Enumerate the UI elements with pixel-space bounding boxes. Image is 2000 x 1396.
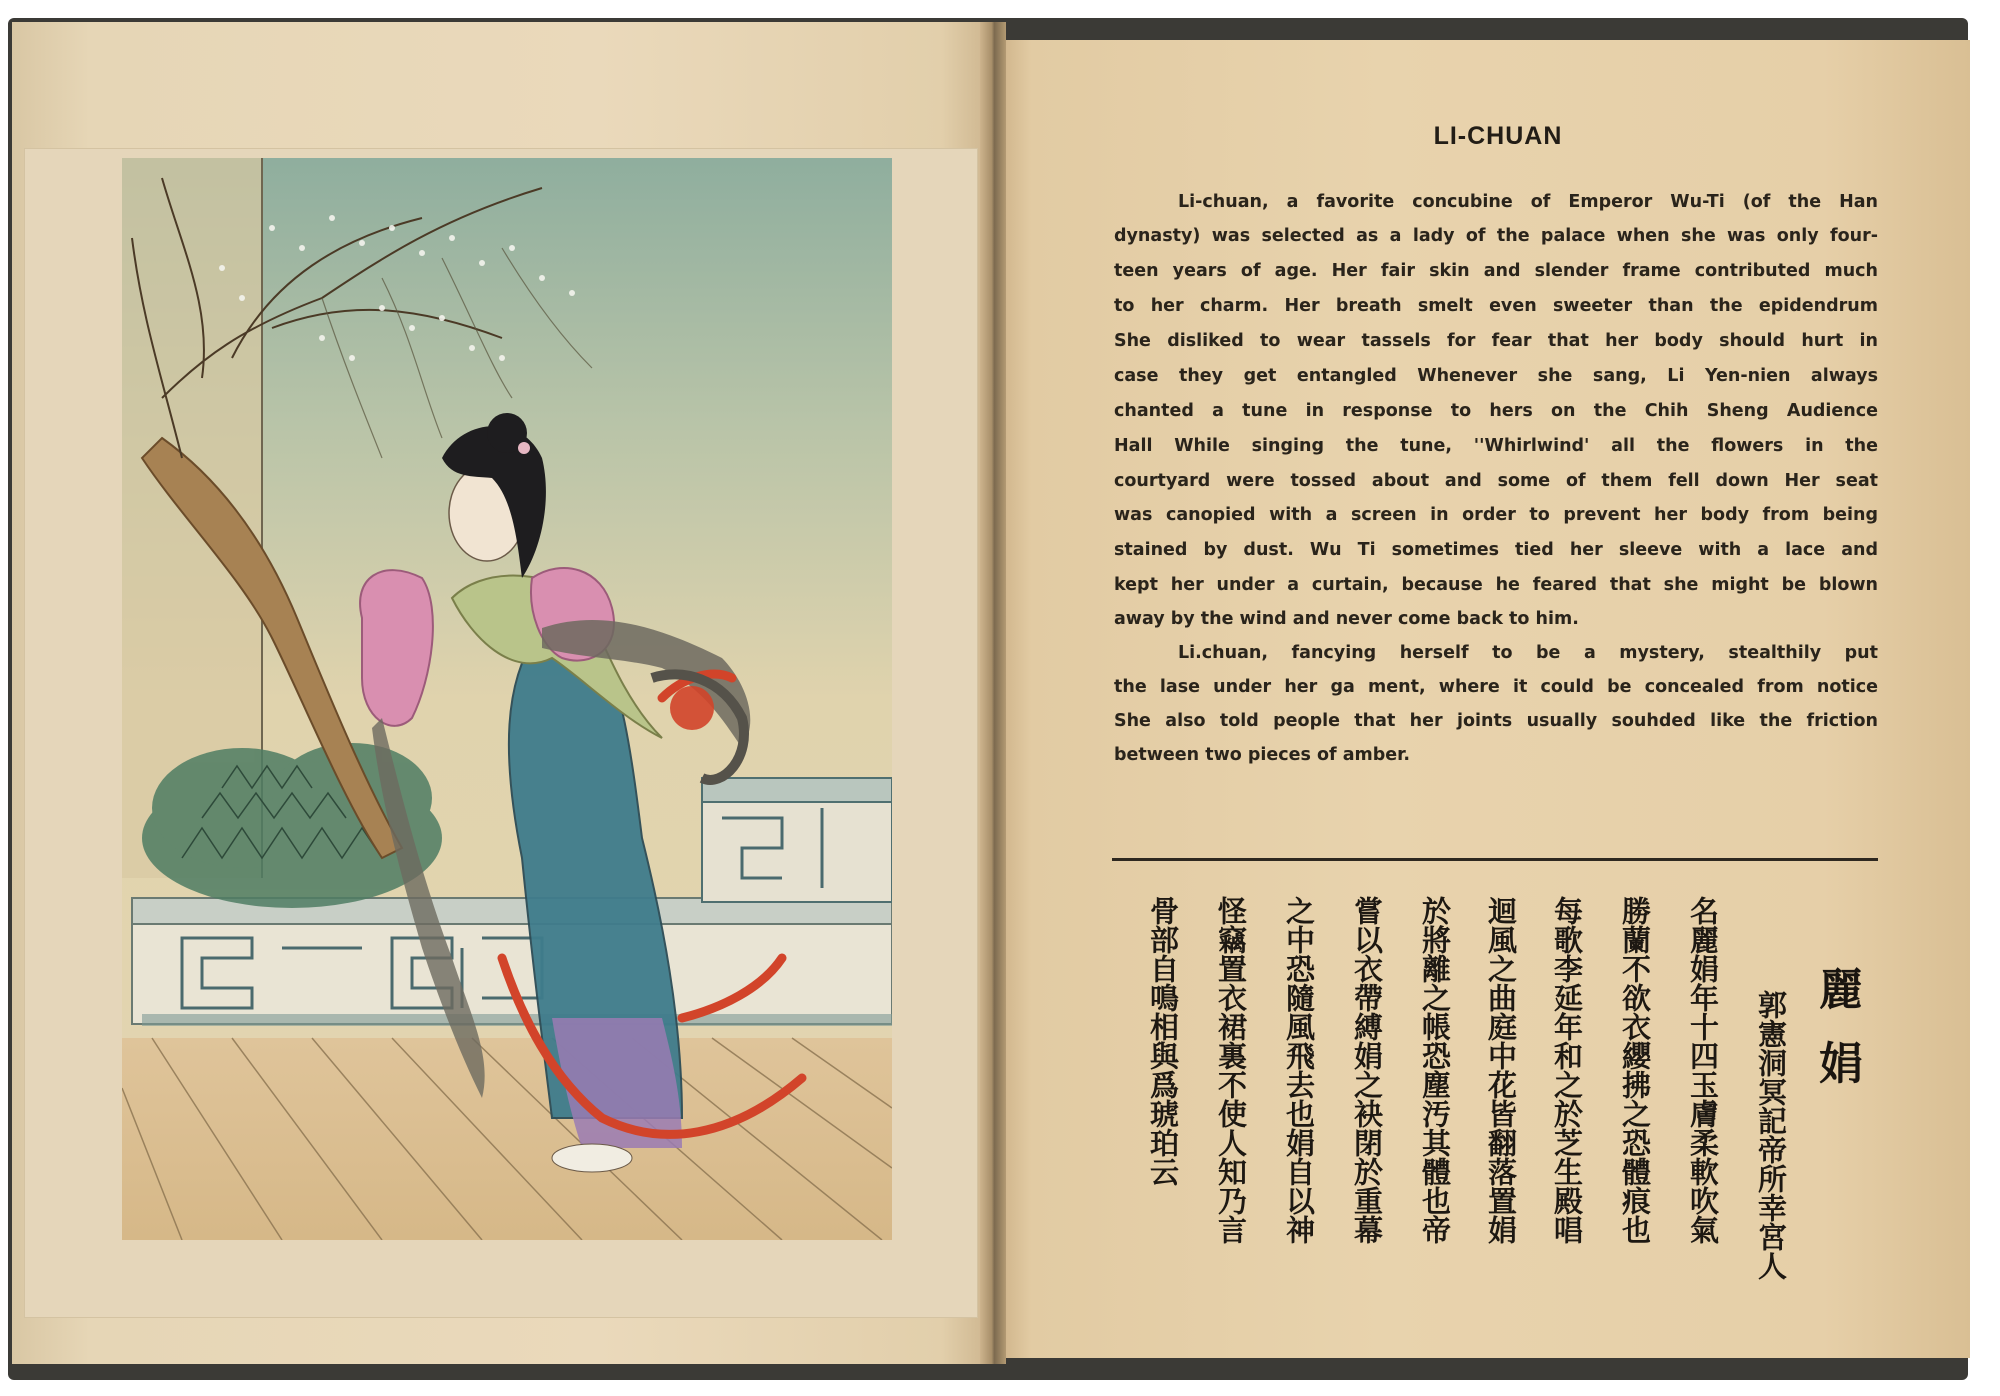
chinese-column-2: 名麗娟年十四玉膚柔軟吹氣 (1686, 896, 1720, 1244)
english-line-8: Hall While singing the tune, ''Whirlwind' all the flowers in the (1114, 436, 1878, 456)
chinese-column-1: 郭憲洞冥記帝所幸宮人 (1754, 990, 1788, 1280)
chinese-column-10: 骨部自鳴相與爲琥珀云 (1146, 896, 1180, 1186)
chinese-column-6: 於將離之帳恐塵汚其體也帝 (1418, 896, 1452, 1244)
english-line-5: She disliked to wear tassels for fear that her body should hurt in (1114, 331, 1878, 351)
chinese-column-3: 勝蘭不欲衣纓拂之恐體痕也 (1618, 896, 1652, 1244)
english-line-7: chanted a tune in response to hers on the Chih Sheng Audience (1114, 401, 1878, 421)
chinese-column-5: 迴風之曲庭中花皆翻落置娟 (1484, 896, 1518, 1244)
chinese-column-8: 之中恐隨風飛去也娟自以神 (1282, 896, 1316, 1244)
english-line-15: the lase under her ga ment, where it could be concealed from notice (1114, 677, 1878, 697)
english-title: LI-CHUAN (1433, 122, 1563, 150)
english-line-12: kept her under a curtain, because he feared that she might be blown (1114, 575, 1878, 595)
chinese-column-7: 嘗以衣帶縛娟之袂閉於重幕 (1350, 896, 1384, 1244)
english-line-9: courtyard were tossed about and some of them fell down Her seat (1114, 471, 1878, 491)
section-divider (1112, 858, 1878, 861)
english-line-17: between two pieces of amber. (1114, 745, 1410, 765)
english-line-14: Li.chuan, fancying herself to be a mystery, stealthily put (1178, 643, 1878, 663)
english-line-11: stained by dust. Wu Ti sometimes tied her sleeve with a lace and (1114, 540, 1878, 560)
english-line-10: was canopied with a screen in order to prevent her body from being (1114, 505, 1878, 525)
english-line-1: Li-chuan, a favorite concubine of Emperor Wu-Ti (of the Han (1178, 192, 1878, 212)
chinese-column-9: 怪竊置衣裙裏不使人知乃言 (1214, 896, 1248, 1244)
english-line-16: She also told people that her joints usually souhded like the friction (1114, 711, 1878, 731)
painting-li-chuan (122, 158, 892, 1240)
chinese-column-4: 每歌李延年和之於芝生殿唱 (1550, 896, 1584, 1244)
english-line-13: away by the wind and never come back to him. (1114, 609, 1579, 629)
english-line-6: case they get entangled Whenever she sang, Li Yen-nien always (1114, 366, 1878, 386)
english-line-3: teen years of age. Her fair skin and slender frame contributed much (1114, 261, 1878, 281)
book-gutter (980, 22, 1006, 1364)
chinese-title: 麗娟 (1811, 966, 1862, 1114)
english-line-4: to her charm. Her breath smelt even sweeter than the epidendrum (1114, 296, 1878, 316)
english-line-2: dynasty) was selected as a lady of the palace when she was only four- (1114, 226, 1878, 246)
